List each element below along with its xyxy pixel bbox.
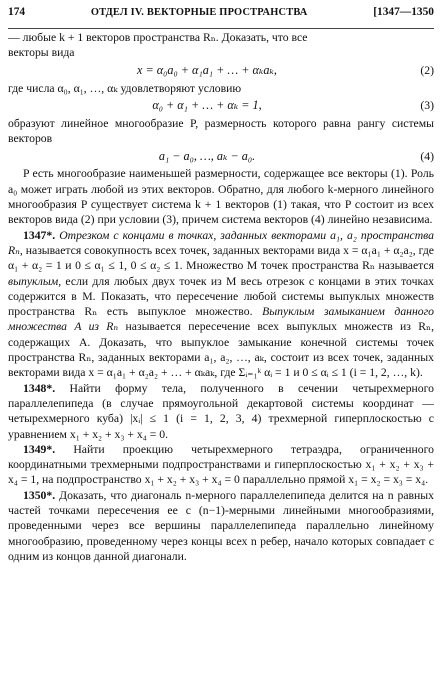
page-number: 174 <box>8 6 26 18</box>
formula-2 <box>8 61 434 81</box>
problem-1347-italic-lead: Отрезком с концами в точках, заданных векторами a₁, a₂ пространства Rₙ, <box>8 228 435 257</box>
problem-1348-number: 1348*. <box>23 381 56 395</box>
problem-1347-italic-closure: Выпуклым замыканием данного множества A из Rₙ <box>8 305 435 334</box>
problem-1348-text: Найти форму тела, полученного в сечении четырехмерного параллелепипеда (в случае прямоугольной декартовой системы координат — четырехмерного куба) |xᵢ| ≤ 1 (i = 1, 2, 3, 4) трехмерной гиперплоскостью с уравнением x₁ + x₂ + x₃ + x₄ = 0. <box>8 381 434 441</box>
formula-2-body: x = α₀a₀ + α₁a₁ + … + αₖaₖ, <box>137 63 277 78</box>
problem-1349 <box>8 442 434 488</box>
page-header <box>8 6 434 29</box>
intro-line-2: векторы вида <box>8 46 75 60</box>
problem-1350-text: Доказать, что диагональ n-мерного параллелепипеда делится на n равных частей точками пересечения ее с (n−1)-мерными линейными многообразиями, проведенными через все вершины параллелепипеда параллельно линейному многообразию, проведенному через концы всех n ребер, начало которых совпадает с одним из концов данной диагонали. <box>8 488 434 563</box>
formula-2-number: (2) <box>420 64 434 78</box>
problem-1347 <box>8 228 434 381</box>
problem-1349-text: Найти проекцию четырехмерного тетраэдра, ограниченного координатными трехмерными подпространствами и гиперплоскостью x₁ + x₂ + x₃ + x₄ = 1, на подпространство x₁ + x₂ + x₃ + x₄ = 0 параллельно прямой x₁ = x₂ = x₃ = x₄. <box>8 442 435 487</box>
problem-1347-text-3: называется пересечение всех выпуклых множеств из Rₙ, содержащих A. Доказать, что выпуклое замыкание конечной системы точек пространства Rₙ, заданных векторами a₁, a₂, …, aₖ, состоит из всех точек, заданных векторами вида x = α₁a₁ + α₂a₂ + … + αₖaₖ, где <box>8 320 435 380</box>
formula-3-body: α₀ + α₁ + … + αₖ = 1, <box>152 98 262 113</box>
formula-4-body: a₁ − a₀, …, aₖ − a₀. <box>158 148 256 163</box>
numbers-condition-line: где числа α₀, α₁, …, αₖ удовлетворяют условию <box>8 81 242 95</box>
problem-1347-italic-convex: выпуклым, <box>8 274 62 288</box>
problem-1348 <box>8 381 434 442</box>
formula-4-number: (4) <box>420 149 434 163</box>
problem-1347-formula-tail: Σᵢ₌₁ᵏ αᵢ = 1 и 0 ≤ αᵢ ≤ 1 (i = 1, 2, …, k). <box>238 366 423 380</box>
formula-3-number: (3) <box>420 99 434 113</box>
paragraph-minimal-manifold: P есть многообразие наименьшей размерности, содержащее все векторы (1). Роль a₀ может играть любой из этих векторов. Обратно, для любого k-мерного линейного многообразия P существует система k + 1 векторов (1) такая, что P состоит из всех векторов вида (2) при условии (3), причем система векторов (4) линейно независима. <box>8 167 434 227</box>
formula-4 <box>8 146 434 166</box>
section-title: ОТДЕЛ IV. ВЕКТОРНЫЕ ПРОСТРАНСТВА <box>90 7 308 18</box>
problem-1350 <box>8 488 434 564</box>
problem-1349-number: 1349*. <box>23 442 56 456</box>
paragraph-after-formula-3: образуют линейное многообразие P, размерность которого равна рангу системы векторов <box>8 116 434 146</box>
intro-line-1: — любые k + 1 векторов пространства Rₙ. Доказать, что все <box>8 31 308 44</box>
problem-1347-number: 1347*. <box>23 228 56 242</box>
problem-1350-number: 1350*. <box>23 488 56 502</box>
problem-1347-text-1: называется совокупность всех точек, заданных векторами вида x = α₁a₁ + α₂a₂, где α₁ + α₂ = 1 и 0 ≤ α₁ ≤ 1, 0 ≤ α₂ ≤ 1. Множество M точек пространства Rₙ называется <box>8 243 434 273</box>
problem-range: [1347—1350 <box>373 6 434 18</box>
formula-3 <box>8 96 434 116</box>
problem-1347-text-2: если для любых двух точек из M весь отрезок с концами в этих точках содержится в M. Показать, что пересечение любой системы выпуклых множеств пространства Rₙ есть выпуклое множество. <box>8 274 435 319</box>
